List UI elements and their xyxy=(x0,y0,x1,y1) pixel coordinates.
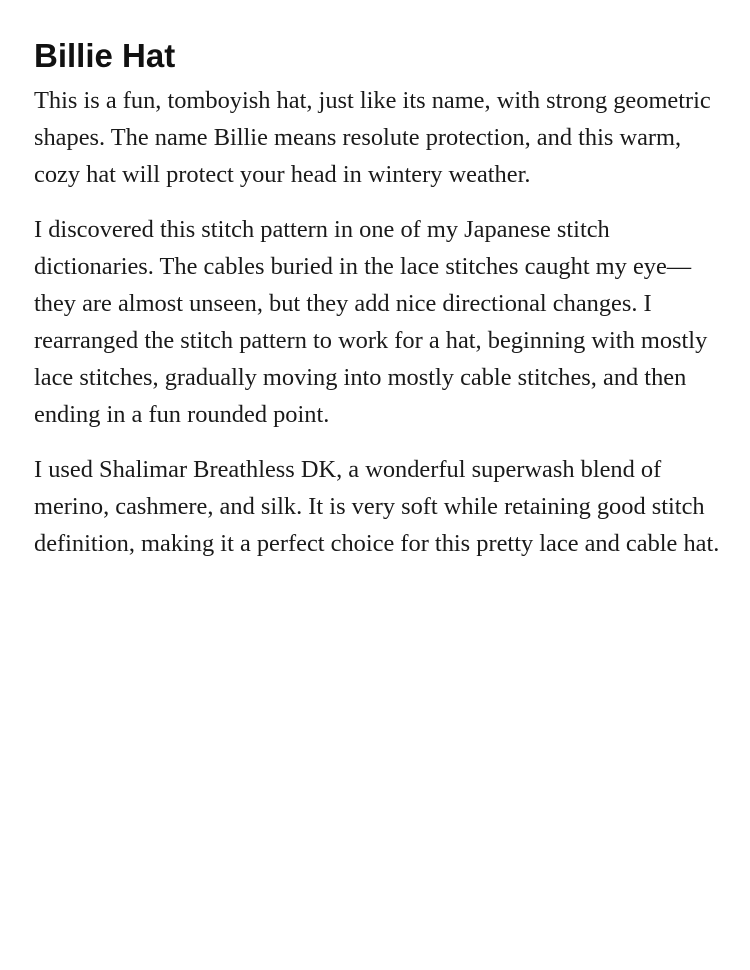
intro-paragraph: This is a fun, tomboyish hat, just like its name, with strong geometric shapes. The name Billie means resolute protection, and this warm, cozy hat will protect your head in wintery weather. xyxy=(34,87,711,188)
yarn-paragraph: I used Shalimar Breathless DK, a wonderful superwash blend of merino, cashmere, and silk. It is very soft while retaining good stitch definition, making it a perfect choice for this pretty lace and cable hat. xyxy=(34,456,720,557)
document-page xyxy=(34,34,724,580)
stitch-pattern-paragraph: I discovered this stitch pattern in one of my Japanese stitch dictionaries. The cables buried in the lace stitches caught my eye—they are almost unseen, but they add nice directional changes. I rearranged the stitch pattern to work for a hat, beginning with mostly lace stitches, gradually moving into mostly cable stitches, and then ending in a fun rounded point. xyxy=(34,216,708,428)
page-title: Billie Hat xyxy=(34,37,176,74)
